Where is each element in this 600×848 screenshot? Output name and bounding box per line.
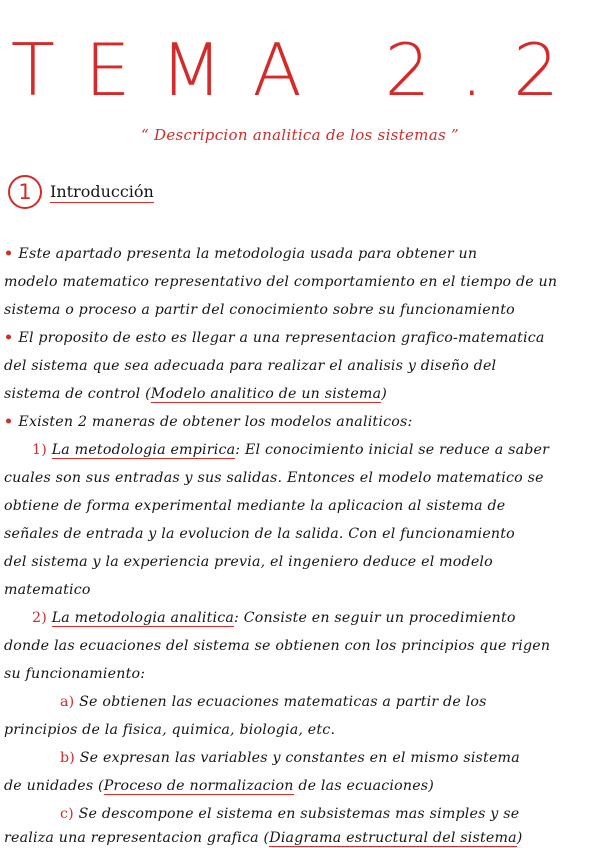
text-line: • Este apartado presenta la metodologia usada para obtener un — [4, 246, 478, 262]
underlined-term: Diagrama estructural del sistema — [269, 830, 517, 846]
text-line: obtiene de forma experimental mediante la aplicacion al sistema de — [4, 498, 506, 514]
underlined-term: Modelo analitico de un sistema — [150, 386, 382, 402]
text-line: matematico — [4, 582, 91, 598]
text-line: 1) La metodologia empirica: El conocimiento inicial se reduce a saber — [32, 442, 550, 458]
text-line: su funcionamiento: — [4, 666, 146, 682]
text-line: de unidades (Proceso de normalizacion de las ecuaciones) — [4, 778, 435, 794]
text-line: del sistema que sea adecuada para realizar el analisis y diseño del — [4, 358, 497, 374]
text-line: principios de la fisica, quimica, biologia, etc. — [4, 722, 336, 738]
text-line: donde las ecuaciones del sistema se obtienen con los principios que rigen — [4, 638, 551, 654]
text-line: señales de entrada y la evolucion de la salida. Con el funcionamiento — [4, 526, 515, 542]
section-heading — [8, 175, 154, 209]
underlined-term: La metodologia empirica — [51, 442, 236, 458]
text-line: a) Se obtienen las ecuaciones matematicas a partir de los — [60, 694, 487, 710]
text-line: • Existen 2 maneras de obtener los modelos analiticos: — [4, 414, 413, 430]
text-line: modelo matematico representativo del comportamiento en el tiempo de un — [4, 274, 558, 290]
text-line: realiza una representacion grafica (Diagrama estructural del sistema) — [4, 830, 523, 846]
text-line: b) Se expresan las variables y constantes en el mismo sistema — [60, 750, 520, 766]
text-line: del sistema y la experiencia previa, el ingeniero deduce el modelo — [4, 554, 493, 570]
text-line: cuales son sus entradas y sus salidas. Entonces el modelo matematico se — [4, 470, 544, 486]
text-line: 2) La metodologia analitica: Consiste en seguir un procedimiento — [32, 610, 516, 626]
section-number-circle: 1 — [8, 175, 42, 209]
text-line: sistema de control (Modelo analitico de un sistema) — [4, 386, 387, 402]
underlined-term: Proceso de normalizacion — [103, 778, 294, 794]
page-title: TEMA 2.2 — [10, 28, 590, 112]
text-line: sistema o proceso a partir del conocimiento sobre su funcionamiento — [4, 302, 515, 318]
text-line: c) Se descompone el sistema en subsistemas mas simples y se — [60, 806, 520, 822]
page-subtitle: “ Descripcion analitica de los sistemas ” — [141, 126, 459, 144]
section-title: Introducción — [50, 181, 154, 201]
text-line: • El proposito de esto es llegar a una representacion grafico-matematica — [4, 330, 545, 346]
underlined-term: La metodologia analitica — [51, 610, 235, 626]
